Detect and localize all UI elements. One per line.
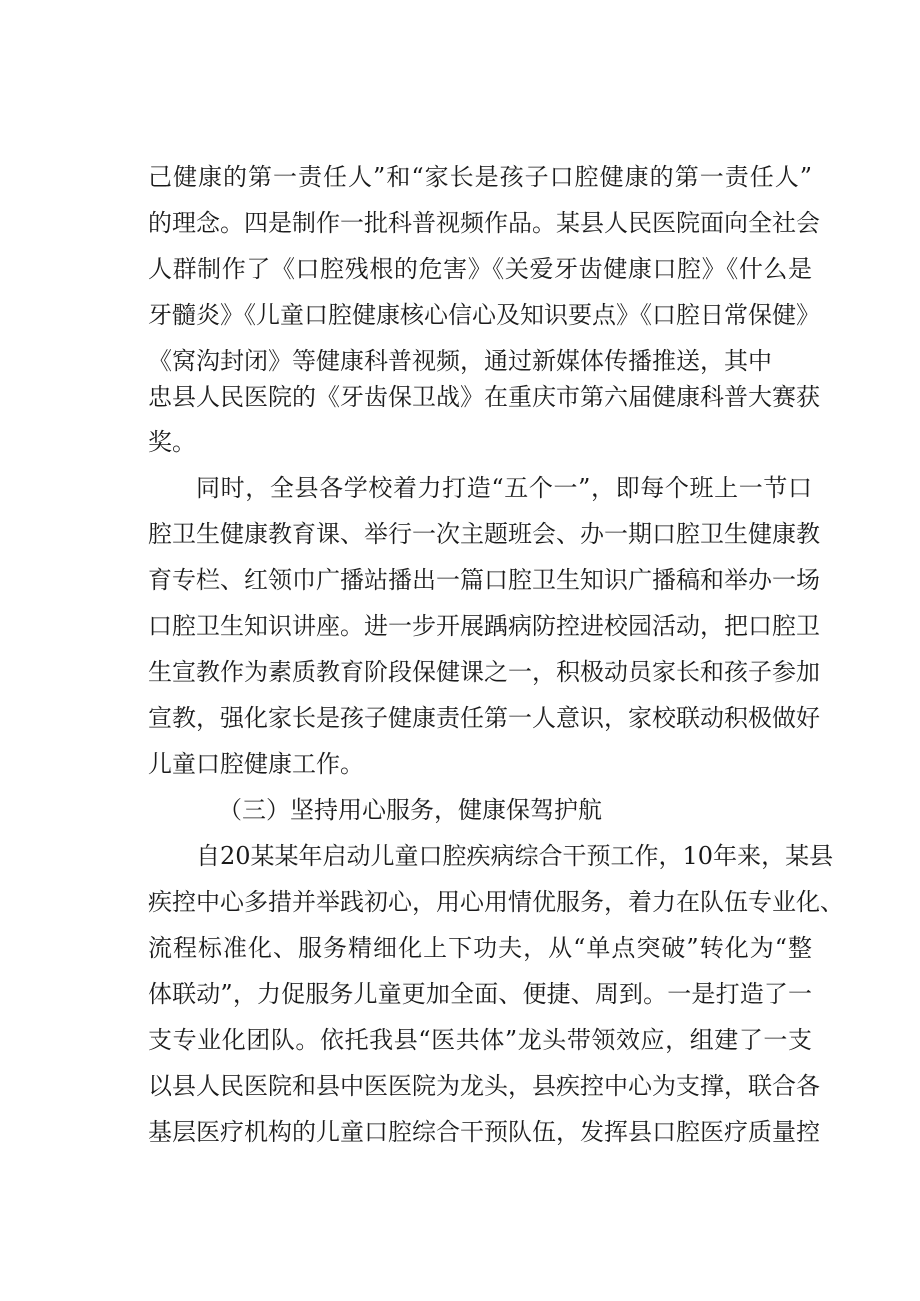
paragraph-line: 忠县人民医院的《牙齿保卫战》在重庆市第六届健康科普大赛获 xyxy=(148,383,820,411)
paragraph-line: 生宣教作为素质教育阶段保健课之一，积极动员家长和孩子参加 xyxy=(148,658,820,686)
paragraph-line: 的理念。四是制作一批科普视频作品。某县人民医院面向全社会 xyxy=(148,209,820,237)
paragraph-line: 以县人民医院和县中医医院为龙头，县疾控中心为支撑，联合各 xyxy=(148,1072,820,1100)
paragraph-line: 腔卫生健康教育课、举行一次主题班会、办一期口腔卫生健康教 xyxy=(148,520,820,548)
paragraph-line: 基层医疗机构的儿童口腔综合干预队伍，发挥县口腔医疗质量控 xyxy=(148,1118,820,1146)
paragraph-line: 同时，全县各学校着力打造“五个一”，即每个班上一节口 xyxy=(196,474,812,502)
paragraph-line: 体联动”，力促服务儿童更加全面、便捷、周到。一是打造了一 xyxy=(148,980,812,1008)
section-heading: （三）坚持用心服务，健康保驾护航 xyxy=(218,796,602,824)
paragraph-line: 支专业化团队。依托我县“医共体”龙头带领效应，组建了一支 xyxy=(148,1026,812,1054)
paragraph-line: 口腔卫生知识讲座。进一步开展踽病防控进校园活动，把口腔卫 xyxy=(148,612,820,640)
paragraph-line: 宣教，强化家长是孩子健康责任第一人意识，家校联动积极做好 xyxy=(148,704,820,732)
paragraph-line: 疾控中心多措并举践初心，用心用情优服务，着力在队伍专业化、 xyxy=(148,888,844,916)
paragraph-line: 自20某某年启动儿童口腔疾病综合干预工作，10年来，某县 xyxy=(196,842,834,870)
paragraph-line: 儿童口腔健康工作。 xyxy=(148,750,364,778)
paragraph-line: 《窝沟封闭》等健康科普视频，通过新媒体传播推送，其中 xyxy=(148,347,772,375)
paragraph-line: 流程标准化、服务精细化上下功夫，从“单点突破”转化为“整 xyxy=(148,934,812,962)
paragraph-line: 人群制作了《口腔残根的危害》《关爱牙齿健康口腔》《什么是 xyxy=(148,255,812,283)
paragraph-line: 己健康的第一责任人”和“家长是孩子口腔健康的第一责任人” xyxy=(148,163,812,191)
paragraph-line: 育专栏、红领巾广播站播出一篇口腔卫生知识广播稿和举办一场 xyxy=(148,566,820,594)
paragraph-line: 奖。 xyxy=(148,428,196,456)
paragraph-line: 牙髓炎》《儿童口腔健康核心信心及知识要点》《口腔日常保健》 xyxy=(148,301,820,329)
